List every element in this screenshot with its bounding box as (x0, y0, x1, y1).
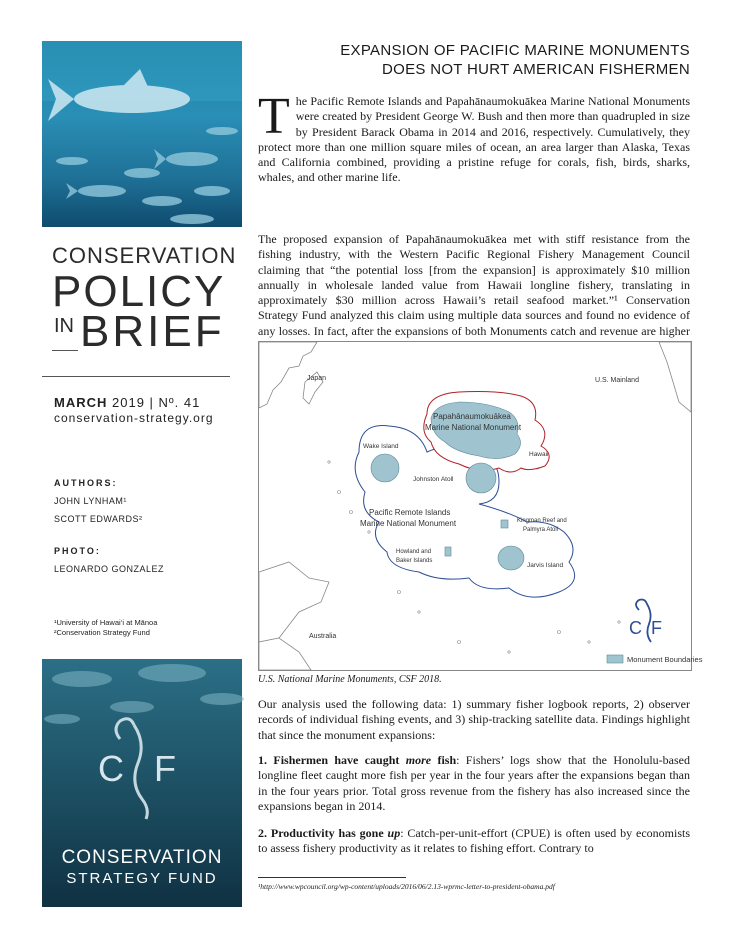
photographer-name: LEONARDO GONZALEZ (54, 564, 165, 574)
series-title-line3: BRIEF (80, 307, 225, 356)
paragraph-analysis: Our analysis used the following data: 1) summary fisher logbook reports, 2) observer records of individual fishing events, and 3) ship-tracking satellite data. Findings highlight that since the monument expansions: (258, 697, 690, 742)
finding-1-heading-b: fish (431, 753, 457, 767)
fish-school-illustration (42, 41, 242, 227)
jarvis-island-fill (498, 546, 524, 570)
affiliation: ²Conservation Strategy Fund (54, 628, 150, 637)
issue-number: 2019 | Nº. 41 (107, 395, 201, 410)
finding-1-number: 1. (258, 753, 267, 767)
finding-1-heading-emph: more (405, 753, 432, 767)
label-us-mainland: U.S. Mainland (595, 377, 639, 384)
johnston-atoll-fill (466, 463, 496, 493)
fish-photo-top (42, 41, 242, 227)
howland-baker-fill (445, 547, 451, 556)
sidebar (42, 41, 242, 907)
csf-logo-c: C (98, 748, 124, 789)
label-pri-line1: Pacific Remote Islands (369, 508, 451, 517)
monument-map (258, 341, 703, 671)
label-howland-line2: Baker Islands (396, 558, 433, 564)
label-kingman-line1: Kingman Reef and (517, 518, 567, 524)
footnote: ¹http://www.wpcouncil.org/wp-content/uploads/2016/06/2.13-wprmc-letter-to-president-obama.pdf (258, 882, 555, 891)
finding-2-heading-a: Productivity has gone (270, 826, 388, 840)
finding-2-text: : Catch-per-unit-effort (CPUE) is often used by economists to assess fishery productivity as it relates to fishing effort. Contrary to (258, 826, 691, 856)
finding-1 (258, 753, 690, 814)
wake-island-fill (371, 454, 399, 482)
map-csf-logo-c: C (629, 618, 642, 638)
series-title-in: IN (54, 315, 74, 337)
label-jarvis: Jarvis Island (527, 562, 564, 569)
series-title-underline (52, 350, 78, 351)
org-name-line1: CONSERVATION (61, 847, 223, 868)
label-kingman-line2: Palmyra Atoll (523, 527, 559, 533)
legend-label: Monument Boundaries (627, 655, 703, 664)
label-papa-line2: Marine National Monument (425, 423, 522, 432)
footnote-divider (258, 877, 406, 878)
map-legend (607, 655, 703, 664)
label-wake: Wake Island (363, 443, 399, 450)
label-australia: Australia (309, 633, 337, 640)
finding-2-number: 2. (258, 826, 267, 840)
finding-2 (258, 826, 690, 857)
map-csf-logo-f: F (651, 618, 662, 638)
pacific-map (259, 342, 703, 670)
paragraph-intro (258, 88, 690, 186)
author-name: SCOTT EDWARDS² (54, 514, 143, 524)
finding-2-heading-emph: up (387, 826, 401, 840)
series-title-line2: POLICY (52, 267, 226, 316)
page-title (258, 41, 690, 79)
author-name: JOHN LYNHAM¹ (54, 496, 127, 506)
csf-logo-f: F (154, 748, 176, 789)
issue-info (54, 395, 200, 410)
issue-month: MARCH (54, 395, 108, 410)
kingman-palmyra-fill (501, 520, 508, 528)
label-howland-line1: Howland and (396, 549, 432, 555)
fish-photo-bottom (42, 659, 242, 907)
authors-heading: AUTHORS: (54, 478, 118, 488)
page-title-line2: DOES NOT HURT AMERICAN FISHERMEN (382, 61, 690, 78)
series-title-line1: CONSERVATION (52, 243, 237, 268)
org-name-line2: STRATEGY FUND (66, 870, 218, 887)
legend-swatch (607, 655, 623, 663)
sidebar-divider (42, 376, 230, 377)
label-johnston: Johnston Atoll (413, 476, 454, 483)
drop-cap: T (258, 88, 290, 145)
finding-1-heading-a: Fishermen have caught (273, 753, 406, 767)
photo-heading: PHOTO: (54, 546, 101, 556)
paragraph-expansion: The proposed expansion of Papahānaumokuākea met with stiff resistance from the fishing industry, with the Western Pacific Regional Fishery Management Council claiming that “the potential loss [from the expansion] is approximately $10 million annually in wholesale landed value from Hawaii longline fishery, translating in approximately $30 million across Hawaii’s retail seafood market.”¹ Conservation Strategy Fund analyzed this claim using multiple data sources and found no evidence of any losses. In fact, after the expansions of both Monuments catch and revenue are higher (258, 232, 690, 338)
label-hawaii: Hawaii (529, 451, 549, 458)
label-papa-line1: Papahānaumokuākea (433, 412, 511, 421)
label-japan: Japan (307, 375, 327, 382)
label-pri-line2: Marine National Monument (360, 519, 457, 528)
website: conservation-strategy.org (54, 411, 214, 425)
page-title-line1: EXPANSION OF PACIFIC MARINE MONUMENTS (340, 42, 690, 59)
finding-1-text: : Fishers’ logs show that the Honolulu-based longline fleet caught more fish per year in the four years after the expansions began than in the four years prior. Total gross revenue from the fishery has also increased since the expansions began in 2014. (258, 753, 690, 813)
paragraph-intro-text: he Pacific Remote Islands and Papahānaumokuākea Marine National Monuments were created by President George W. Bush and then more than quadrupled in size by President Barack Obama in 2014 and 2016, respectively. Cumulatively, they protect more than one million square miles of ocean, an area larger than Alaska, Texas and California combined, providing a pristine refuge for corals, fish, birds, sharks, whales, and other marine life. (258, 94, 690, 185)
map-caption: U.S. National Marine Monuments, CSF 2018. (258, 674, 442, 685)
affiliation: ¹University of Hawai‘i at Mānoa (54, 618, 158, 627)
